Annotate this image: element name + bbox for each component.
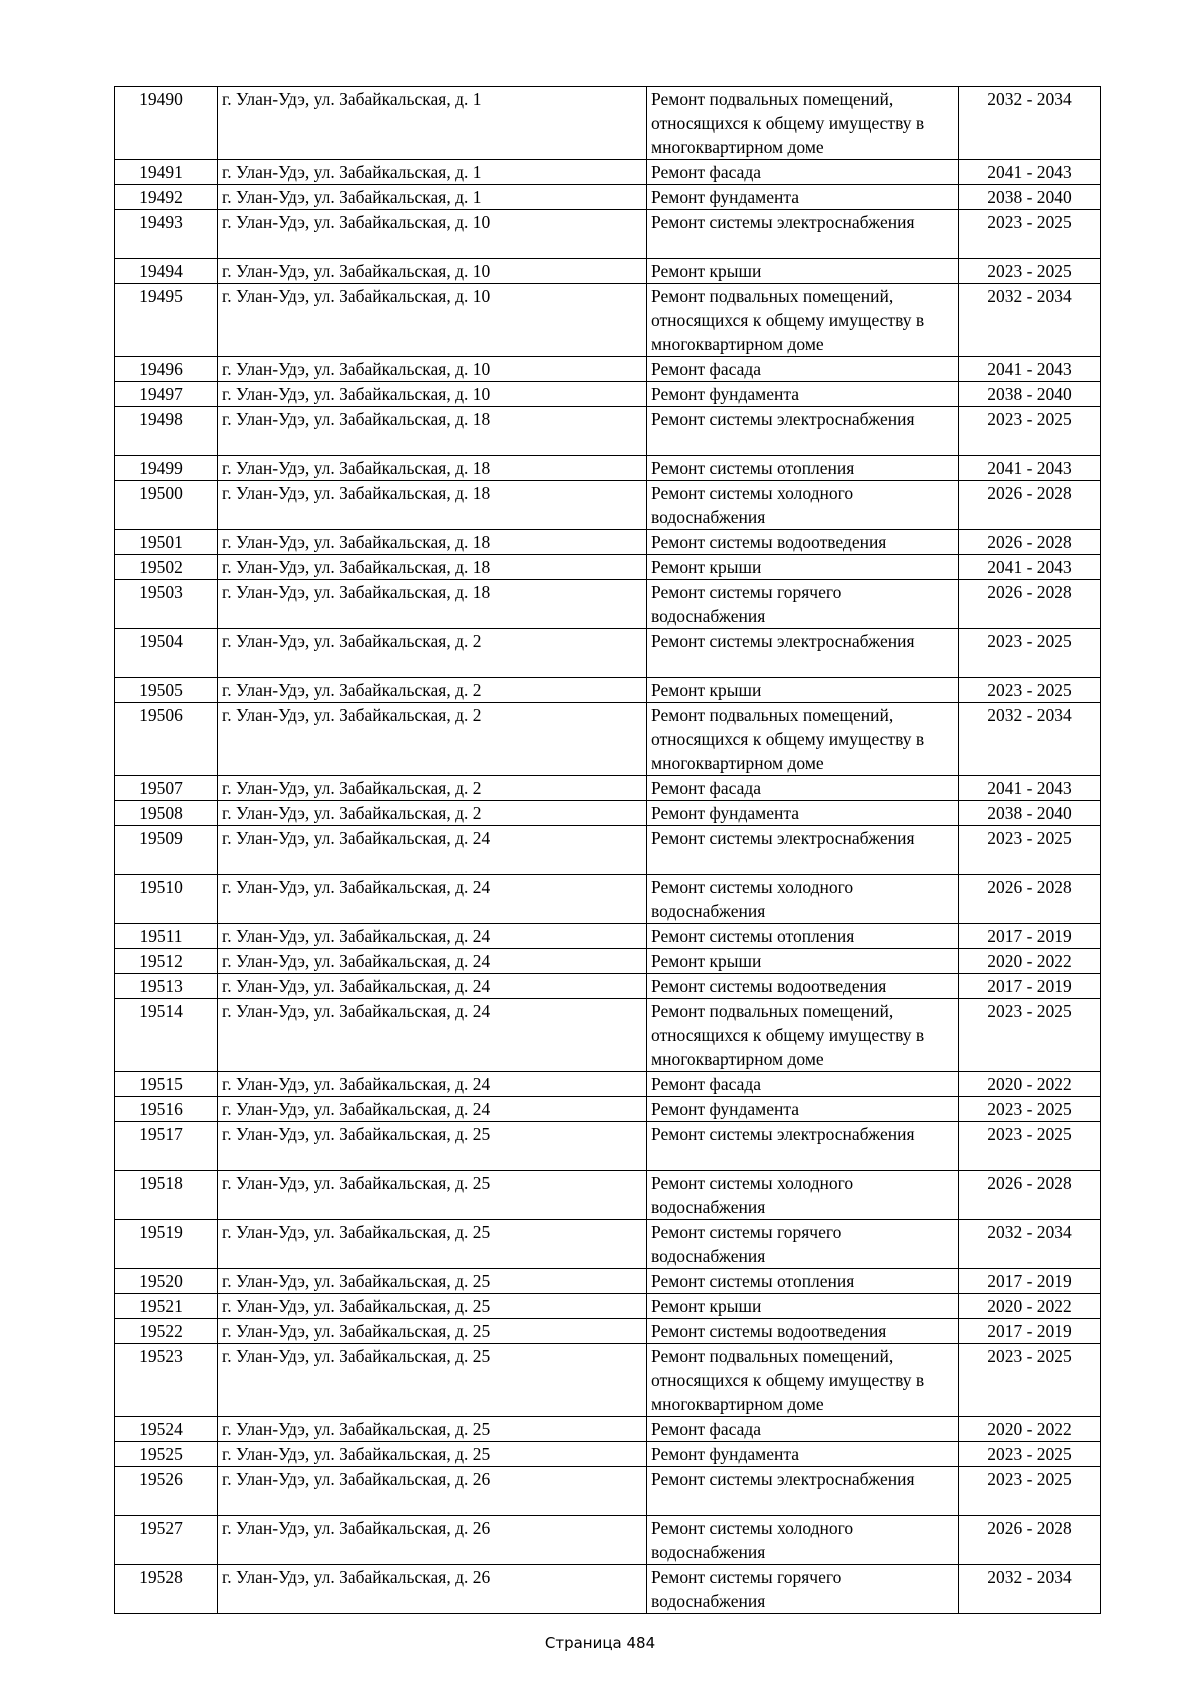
address-cell: г. Улан-Удэ, ул. Забайкальская, д. 18 [218, 555, 647, 580]
work-type-cell: Ремонт подвальных помещений, относящихся к общему имуществу в многоквартирном доме [647, 999, 959, 1072]
row-number-cell: 19502 [115, 555, 218, 580]
address-cell: г. Улан-Удэ, ул. Забайкальская, д. 2 [218, 801, 647, 826]
work-type-cell: Ремонт системы холодного водоснабжения [647, 1171, 959, 1220]
address-cell: г. Улан-Удэ, ул. Забайкальская, д. 25 [218, 1344, 647, 1417]
period-cell: 2041 - 2043 [959, 160, 1101, 185]
table-row [115, 678, 1101, 703]
table-row [115, 357, 1101, 382]
table-row [115, 481, 1101, 530]
row-number-cell: 19497 [115, 382, 218, 407]
table-row [115, 382, 1101, 407]
period-cell: 2023 - 2025 [959, 1344, 1101, 1417]
work-type-cell: Ремонт крыши [647, 678, 959, 703]
row-number-cell: 19510 [115, 875, 218, 924]
period-cell: 2026 - 2028 [959, 580, 1101, 629]
work-type-cell: Ремонт системы холодного водоснабжения [647, 875, 959, 924]
period-cell: 2023 - 2025 [959, 826, 1101, 875]
address-cell: г. Улан-Удэ, ул. Забайкальская, д. 26 [218, 1516, 647, 1565]
period-cell: 2038 - 2040 [959, 801, 1101, 826]
period-cell: 2020 - 2022 [959, 1417, 1101, 1442]
address-cell: г. Улан-Удэ, ул. Забайкальская, д. 18 [218, 456, 647, 481]
period-cell: 2017 - 2019 [959, 1319, 1101, 1344]
work-type-cell: Ремонт подвальных помещений, относящихся к общему имуществу в многоквартирном доме [647, 284, 959, 357]
table-row [115, 259, 1101, 284]
period-cell: 2041 - 2043 [959, 555, 1101, 580]
row-number-cell: 19509 [115, 826, 218, 875]
address-cell: г. Улан-Удэ, ул. Забайкальская, д. 10 [218, 210, 647, 259]
work-type-cell: Ремонт крыши [647, 1294, 959, 1319]
table-row [115, 776, 1101, 801]
work-type-cell: Ремонт фасада [647, 357, 959, 382]
work-type-cell: Ремонт системы электроснабжения [647, 210, 959, 259]
work-type-cell: Ремонт подвальных помещений, относящихся к общему имуществу в многоквартирном доме [647, 1344, 959, 1417]
table-row [115, 1417, 1101, 1442]
work-type-cell: Ремонт системы горячего водоснабжения [647, 580, 959, 629]
period-cell: 2026 - 2028 [959, 875, 1101, 924]
row-number-cell: 19506 [115, 703, 218, 776]
row-number-cell: 19498 [115, 407, 218, 456]
row-number-cell: 19525 [115, 1442, 218, 1467]
table-row [115, 1467, 1101, 1516]
work-type-cell: Ремонт системы электроснабжения [647, 1467, 959, 1516]
address-cell: г. Улан-Удэ, ул. Забайкальская, д. 1 [218, 160, 647, 185]
table-row [115, 801, 1101, 826]
table-row [115, 407, 1101, 456]
address-cell: г. Улан-Удэ, ул. Забайкальская, д. 26 [218, 1565, 647, 1614]
table-row [115, 1565, 1101, 1614]
repair-schedule-table [114, 86, 1101, 1614]
period-cell: 2020 - 2022 [959, 1072, 1101, 1097]
row-number-cell: 19528 [115, 1565, 218, 1614]
row-number-cell: 19492 [115, 185, 218, 210]
work-type-cell: Ремонт системы водоотведения [647, 1319, 959, 1344]
row-number-cell: 19495 [115, 284, 218, 357]
address-cell: г. Улан-Удэ, ул. Забайкальская, д. 25 [218, 1442, 647, 1467]
table-row [115, 530, 1101, 555]
work-type-cell: Ремонт системы электроснабжения [647, 826, 959, 875]
period-cell: 2023 - 2025 [959, 1442, 1101, 1467]
table-row [115, 924, 1101, 949]
table-row [115, 826, 1101, 875]
work-type-cell: Ремонт фасада [647, 1417, 959, 1442]
address-cell: г. Улан-Удэ, ул. Забайкальская, д. 24 [218, 1072, 647, 1097]
period-cell: 2023 - 2025 [959, 210, 1101, 259]
row-number-cell: 19491 [115, 160, 218, 185]
period-cell: 2032 - 2034 [959, 284, 1101, 357]
row-number-cell: 19523 [115, 1344, 218, 1417]
period-cell: 2038 - 2040 [959, 382, 1101, 407]
work-type-cell: Ремонт системы электроснабжения [647, 1122, 959, 1171]
table-row [115, 185, 1101, 210]
table-row [115, 974, 1101, 999]
table-row [115, 160, 1101, 185]
table-row [115, 1294, 1101, 1319]
table-row [115, 875, 1101, 924]
address-cell: г. Улан-Удэ, ул. Забайкальская, д. 24 [218, 974, 647, 999]
period-cell: 2023 - 2025 [959, 1122, 1101, 1171]
address-cell: г. Улан-Удэ, ул. Забайкальская, д. 2 [218, 703, 647, 776]
work-type-cell: Ремонт крыши [647, 949, 959, 974]
work-type-cell: Ремонт фундамента [647, 382, 959, 407]
work-type-cell: Ремонт системы электроснабжения [647, 629, 959, 678]
table-row [115, 949, 1101, 974]
address-cell: г. Улан-Удэ, ул. Забайкальская, д. 25 [218, 1122, 647, 1171]
period-cell: 2026 - 2028 [959, 1516, 1101, 1565]
work-type-cell: Ремонт фундамента [647, 185, 959, 210]
row-number-cell: 19490 [115, 87, 218, 160]
period-cell: 2023 - 2025 [959, 629, 1101, 678]
address-cell: г. Улан-Удэ, ул. Забайкальская, д. 2 [218, 678, 647, 703]
period-cell: 2032 - 2034 [959, 1220, 1101, 1269]
period-cell: 2023 - 2025 [959, 999, 1101, 1072]
work-type-cell: Ремонт системы отопления [647, 1269, 959, 1294]
period-cell: 2041 - 2043 [959, 776, 1101, 801]
work-type-cell: Ремонт фундамента [647, 1097, 959, 1122]
period-cell: 2020 - 2022 [959, 949, 1101, 974]
period-cell: 2023 - 2025 [959, 678, 1101, 703]
address-cell: г. Улан-Удэ, ул. Забайкальская, д. 25 [218, 1220, 647, 1269]
address-cell: г. Улан-Удэ, ул. Забайкальская, д. 25 [218, 1171, 647, 1220]
table-row [115, 1344, 1101, 1417]
work-type-cell: Ремонт фундамента [647, 801, 959, 826]
row-number-cell: 19507 [115, 776, 218, 801]
row-number-cell: 19500 [115, 481, 218, 530]
period-cell: 2026 - 2028 [959, 481, 1101, 530]
address-cell: г. Улан-Удэ, ул. Забайкальская, д. 24 [218, 949, 647, 974]
table-row [115, 1516, 1101, 1565]
row-number-cell: 19496 [115, 357, 218, 382]
table-row [115, 1097, 1101, 1122]
row-number-cell: 19503 [115, 580, 218, 629]
table-row [115, 555, 1101, 580]
period-cell: 2026 - 2028 [959, 1171, 1101, 1220]
table-row [115, 999, 1101, 1072]
work-type-cell: Ремонт крыши [647, 555, 959, 580]
work-type-cell: Ремонт системы отопления [647, 924, 959, 949]
table-row [115, 703, 1101, 776]
address-cell: г. Улан-Удэ, ул. Забайкальская, д. 10 [218, 382, 647, 407]
row-number-cell: 19504 [115, 629, 218, 678]
row-number-cell: 19493 [115, 210, 218, 259]
work-type-cell: Ремонт фундамента [647, 1442, 959, 1467]
row-number-cell: 19520 [115, 1269, 218, 1294]
row-number-cell: 19517 [115, 1122, 218, 1171]
work-type-cell: Ремонт системы горячего водоснабжения [647, 1565, 959, 1614]
work-type-cell: Ремонт крыши [647, 259, 959, 284]
work-type-cell: Ремонт фасада [647, 160, 959, 185]
period-cell: 2023 - 2025 [959, 1467, 1101, 1516]
address-cell: г. Улан-Удэ, ул. Забайкальская, д. 24 [218, 924, 647, 949]
period-cell: 2038 - 2040 [959, 185, 1101, 210]
row-number-cell: 19515 [115, 1072, 218, 1097]
period-cell: 2026 - 2028 [959, 530, 1101, 555]
address-cell: г. Улан-Удэ, ул. Забайкальская, д. 24 [218, 826, 647, 875]
work-type-cell: Ремонт фасада [647, 776, 959, 801]
row-number-cell: 19514 [115, 999, 218, 1072]
period-cell: 2032 - 2034 [959, 87, 1101, 160]
table-row [115, 87, 1101, 160]
address-cell: г. Улан-Удэ, ул. Забайкальская, д. 25 [218, 1417, 647, 1442]
row-number-cell: 19527 [115, 1516, 218, 1565]
work-type-cell: Ремонт системы водоотведения [647, 530, 959, 555]
table-row [115, 1319, 1101, 1344]
work-type-cell: Ремонт подвальных помещений, относящихся к общему имуществу в многоквартирном доме [647, 87, 959, 160]
period-cell: 2017 - 2019 [959, 974, 1101, 999]
address-cell: г. Улан-Удэ, ул. Забайкальская, д. 1 [218, 185, 647, 210]
row-number-cell: 19518 [115, 1171, 218, 1220]
work-type-cell: Ремонт системы горячего водоснабжения [647, 1220, 959, 1269]
row-number-cell: 19519 [115, 1220, 218, 1269]
row-number-cell: 19505 [115, 678, 218, 703]
work-type-cell: Ремонт системы холодного водоснабжения [647, 1516, 959, 1565]
work-type-cell: Ремонт подвальных помещений, относящихся к общему имуществу в многоквартирном доме [647, 703, 959, 776]
table-row [115, 1220, 1101, 1269]
row-number-cell: 19508 [115, 801, 218, 826]
table-row [115, 1072, 1101, 1097]
address-cell: г. Улан-Удэ, ул. Забайкальская, д. 10 [218, 357, 647, 382]
address-cell: г. Улан-Удэ, ул. Забайкальская, д. 25 [218, 1319, 647, 1344]
period-cell: 2023 - 2025 [959, 1097, 1101, 1122]
address-cell: г. Улан-Удэ, ул. Забайкальская, д. 10 [218, 284, 647, 357]
work-type-cell: Ремонт системы отопления [647, 456, 959, 481]
row-number-cell: 19524 [115, 1417, 218, 1442]
table-row [115, 210, 1101, 259]
period-cell: 2032 - 2034 [959, 703, 1101, 776]
row-number-cell: 19516 [115, 1097, 218, 1122]
address-cell: г. Улан-Удэ, ул. Забайкальская, д. 1 [218, 87, 647, 160]
row-number-cell: 19494 [115, 259, 218, 284]
period-cell: 2023 - 2025 [959, 259, 1101, 284]
row-number-cell: 19512 [115, 949, 218, 974]
address-cell: г. Улан-Удэ, ул. Забайкальская, д. 24 [218, 999, 647, 1072]
address-cell: г. Улан-Удэ, ул. Забайкальская, д. 2 [218, 776, 647, 801]
page-number: Страница 484 [544, 1634, 656, 1652]
work-type-cell: Ремонт системы водоотведения [647, 974, 959, 999]
work-type-cell: Ремонт системы электроснабжения [647, 407, 959, 456]
period-cell: 2023 - 2025 [959, 407, 1101, 456]
table-row [115, 629, 1101, 678]
table-row [115, 284, 1101, 357]
row-number-cell: 19513 [115, 974, 218, 999]
address-cell: г. Улан-Удэ, ул. Забайкальская, д. 24 [218, 875, 647, 924]
table-row [115, 1122, 1101, 1171]
period-cell: 2032 - 2034 [959, 1565, 1101, 1614]
table-row [115, 456, 1101, 481]
address-cell: г. Улан-Удэ, ул. Забайкальская, д. 18 [218, 580, 647, 629]
address-cell: г. Улан-Удэ, ул. Забайкальская, д. 10 [218, 259, 647, 284]
period-cell: 2041 - 2043 [959, 456, 1101, 481]
table-row [115, 1442, 1101, 1467]
address-cell: г. Улан-Удэ, ул. Забайкальская, д. 24 [218, 1097, 647, 1122]
address-cell: г. Улан-Удэ, ул. Забайкальская, д. 18 [218, 530, 647, 555]
row-number-cell: 19522 [115, 1319, 218, 1344]
address-cell: г. Улан-Удэ, ул. Забайкальская, д. 25 [218, 1294, 647, 1319]
address-cell: г. Улан-Удэ, ул. Забайкальская, д. 18 [218, 407, 647, 456]
table-body [115, 87, 1101, 1614]
row-number-cell: 19511 [115, 924, 218, 949]
work-type-cell: Ремонт системы холодного водоснабжения [647, 481, 959, 530]
period-cell: 2017 - 2019 [959, 924, 1101, 949]
address-cell: г. Улан-Удэ, ул. Забайкальская, д. 2 [218, 629, 647, 678]
row-number-cell: 19499 [115, 456, 218, 481]
table-row [115, 1171, 1101, 1220]
period-cell: 2020 - 2022 [959, 1294, 1101, 1319]
table-row [115, 580, 1101, 629]
row-number-cell: 19521 [115, 1294, 218, 1319]
address-cell: г. Улан-Удэ, ул. Забайкальская, д. 18 [218, 481, 647, 530]
row-number-cell: 19501 [115, 530, 218, 555]
period-cell: 2017 - 2019 [959, 1269, 1101, 1294]
period-cell: 2041 - 2043 [959, 357, 1101, 382]
address-cell: г. Улан-Удэ, ул. Забайкальская, д. 26 [218, 1467, 647, 1516]
address-cell: г. Улан-Удэ, ул. Забайкальская, д. 25 [218, 1269, 647, 1294]
table-row [115, 1269, 1101, 1294]
work-type-cell: Ремонт фасада [647, 1072, 959, 1097]
row-number-cell: 19526 [115, 1467, 218, 1516]
